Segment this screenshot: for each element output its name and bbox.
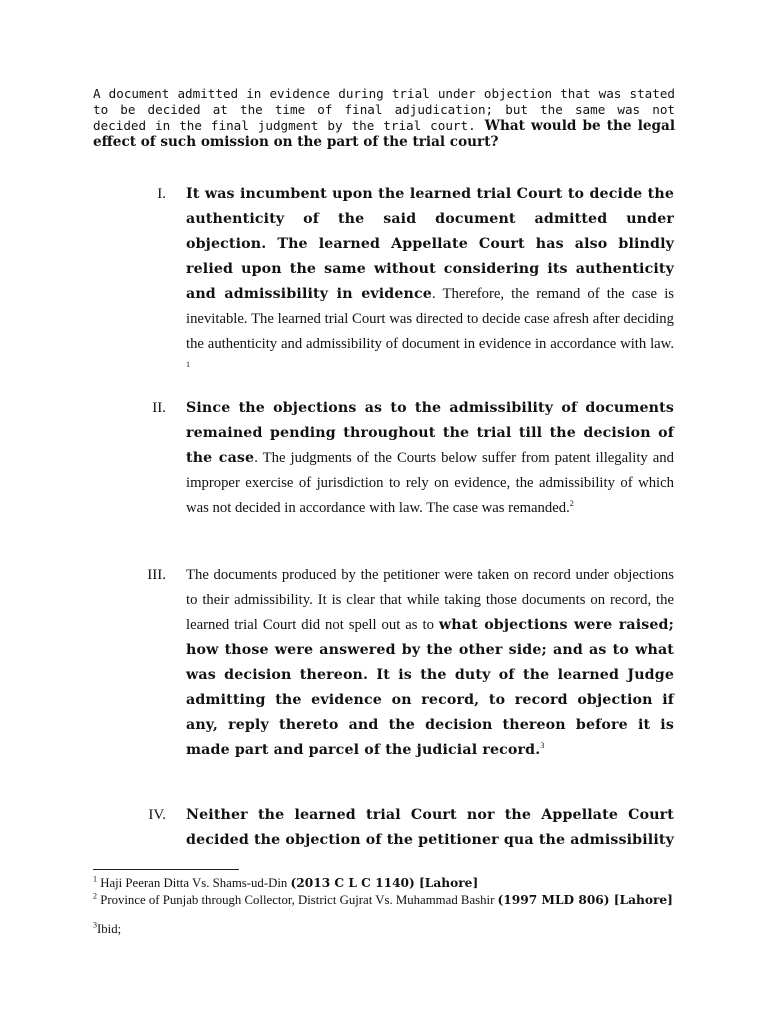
item-bold-text: It was incumbent upon the learned trial Court to decide the authenticity of the said document admitted under objection. The learned Appellate Court has also blindly relied upon the same without considering its authenticity and admissibility in evidence bbox=[186, 186, 674, 302]
item-numeral: II. bbox=[152, 400, 166, 416]
footnote-citation: (2013 C L C 1140) [Lahore] bbox=[290, 876, 479, 890]
item-body bbox=[186, 182, 674, 382]
item-body bbox=[186, 563, 674, 763]
footnote-ref[interactable]: 2 bbox=[569, 499, 574, 509]
footnote-number: 3 bbox=[93, 920, 97, 930]
footnote bbox=[93, 893, 675, 907]
footnote-text: Province of Punjab through Collector, District Gujrat Vs. Muhammad Bashir bbox=[100, 893, 495, 907]
item-bold-text: Neither the learned trial Court nor the Appellate Court decided the objection of the petitioner qua the admissibility bbox=[186, 807, 674, 848]
footnote-text: Ibid; bbox=[97, 922, 122, 936]
intro-question: What would be the legal effect of such omission on the part of the trial court? bbox=[93, 118, 675, 150]
item-text: . Therefore, the remand of the case is inevitable. The learned trial Court was directed to decide case afresh after deciding the authenticity and admissibility of document in evidence in accordance with law. bbox=[186, 286, 674, 352]
item-text: The documents produced by the petitioner were taken on record under objections to their admissibility. It is clear that while taking those documents on record, the learned trial Court did not spell out as to bbox=[186, 567, 674, 633]
footnote bbox=[93, 876, 675, 890]
item-bold-text: Since the objections as to the admissibility of documents remained pending throughout the trial till the decision of the case bbox=[186, 400, 674, 466]
footnote-citation: (1997 MLD 806) [Lahore] bbox=[497, 893, 673, 907]
intro-paragraph bbox=[93, 86, 675, 150]
item-numeral: I. bbox=[157, 186, 166, 202]
footnote-number: 2 bbox=[93, 891, 97, 901]
footnote-ref[interactable]: 3 bbox=[540, 741, 545, 751]
footnote-text: Haji Peeran Ditta Vs. Shams-ud-Din bbox=[100, 876, 288, 890]
item-body bbox=[186, 396, 674, 521]
item-body bbox=[186, 803, 674, 853]
item-bold-text: what objections were raised; how those were answered by the other side; and as to what was decision thereon. It is the duty of the learned Judge admitting the evidence on record, to record objection if any, reply thereto and the decision thereon before it is made part and parcel of the judicial record. bbox=[186, 617, 675, 758]
item-text: . The judgments of the Courts below suffer from patent illegality and improper exercise of jurisdiction to rely on evidence, the admissibility of which was not decided in accordance with law. The case was remanded. bbox=[186, 450, 674, 516]
item-numeral: IV. bbox=[148, 807, 166, 823]
intro-text: A document admitted in evidence during trial under objection that was stated to be decided at the time of final adjudication; but the same was not decided in the final judgment by the trial court. bbox=[93, 86, 675, 133]
footnote bbox=[93, 922, 675, 936]
item-numeral: III. bbox=[147, 567, 166, 583]
footnote-ref[interactable]: 1 bbox=[186, 360, 190, 370]
footnote-number: 1 bbox=[93, 874, 97, 884]
footnote-divider bbox=[93, 869, 239, 870]
